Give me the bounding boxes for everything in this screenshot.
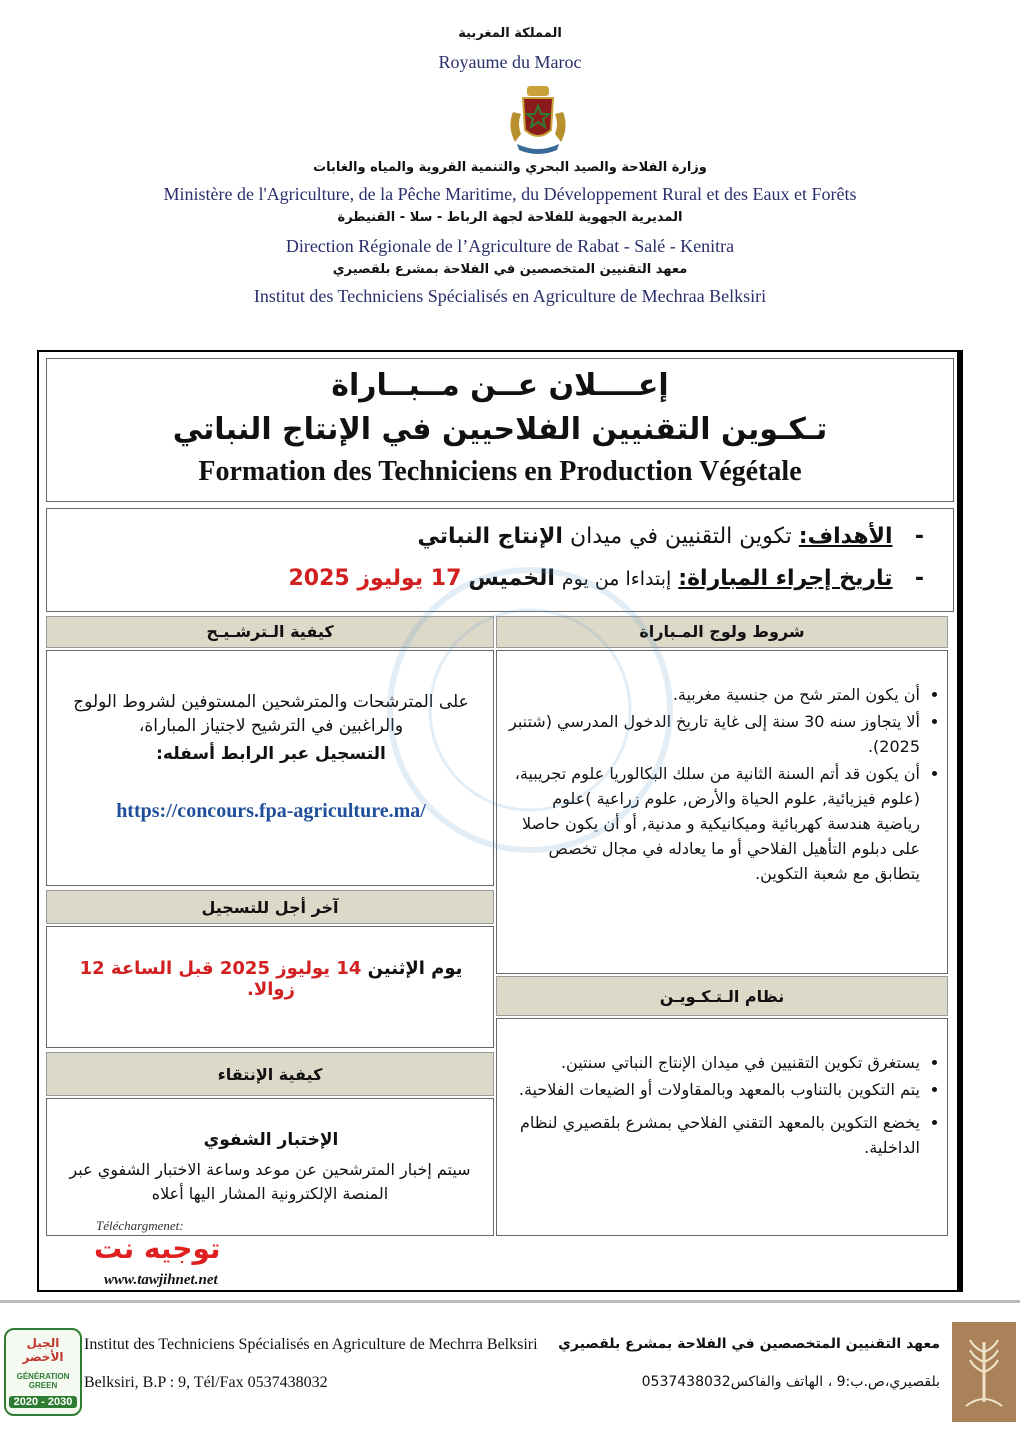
green-generation-logo (4, 1328, 82, 1416)
green-logo-years: 2020 - 2030 (9, 1396, 77, 1408)
institute-fr: Institut des Techniciens Spécialisés en Agriculture de Mechraa Belksiri (253, 286, 767, 306)
deadline-prefix: يوم الإثنين (367, 958, 463, 979)
training-item: • يتم التكوين بالتناوب بالمعهد وبالمقاولات أو الضيعات الفلاحية. (506, 1077, 920, 1102)
exam-date-text: إبتداءا من يوم (561, 568, 672, 590)
candidacy-link[interactable]: https://concours.fpa-agriculture.ma/ (116, 800, 426, 822)
watermark-label: Téléchargmenet: (96, 1218, 184, 1233)
exam-date-line: - تاريخ إجراء المباراة: إبتداءا من يوم الخميس 17 يوليوز 2025 (288, 566, 924, 591)
training-item: • يخضع التكوين بالمعهد التقني الفلاحي بمشرع بلقصيري لنظام الداخلية. (506, 1110, 920, 1160)
conditions-title: شروط ولوج المـباراة (496, 616, 948, 648)
exam-date-date: 17 يوليوز 2025 (288, 566, 462, 591)
objectives-text: تكوين التقنيين في ميدان (569, 524, 792, 549)
green-logo-ar: الجيل الأخضر (22, 1336, 64, 1364)
kingdom-fr: Royaume du Maroc (438, 52, 582, 72)
deadline-date: 14 يوليوز 2025 (219, 958, 362, 979)
footer-address-ar: بلقصيري،ص.ب:9 ، الهاتف والفاكس0537438032 (641, 1374, 940, 1390)
coat-of-arms-icon (505, 82, 571, 154)
candidacy-register: التسجيل عبر الرابط أسفله: (156, 744, 386, 764)
condition-item: • أن يكون المتر شح من جنسية مغربية. (506, 682, 920, 707)
direction-ar: المديرية الجهوية للفلاحة لجهة الرباط - سلا - القنيطرة (337, 210, 683, 225)
objectives-line: - الأهداف: تكوين التقنيين في ميدان الإنتاج النباتي (417, 524, 924, 549)
watermark-brand: توجيه نت (94, 1232, 221, 1265)
exam-date-label: تاريخ إجراء المباراة: (678, 566, 893, 591)
training-title: نظام الـتـكـويـن (496, 976, 948, 1016)
candidacy-text: على المترشحات والمترشحين المستوفين لشروط الولوج والراغبين في الترشيح لاجتياز المباراة، (73, 692, 469, 736)
training-list (506, 1050, 942, 1160)
title-line-1: إعــــلان عــن مــبــاراة (331, 368, 669, 403)
deadline-title: آخر أجل للتسجيل (46, 890, 494, 924)
deadline-time: قبل الساعة 12 زوالا. (79, 958, 295, 1000)
footer-institute-fr: Institut des Techniciens Spécialisés en Agriculture de Mechrra Belksiri (84, 1336, 538, 1353)
training-item: • يستغرق تكوين التقنيين في ميدان الإنتاج النباتي سنتين. (506, 1050, 920, 1075)
kingdom-ar: المملكة المغربية (458, 26, 562, 41)
exam-date-day: الخميس (468, 566, 555, 591)
condition-item: • أن يكون قد أتم السنة الثانية من سلك البكالوريا علوم تجريبية، (علوم فيزيائية, علوم الحياة والأرض, علوم زراعية )علوم رياضية هندسة كهربائية وميكانيكية و مدنية, أو أن يكون حاصلا على دبلوم التأهيل الفلاحي أو ما يعادله في مجال تخصص يتطابق مع شعبة التكوين. (506, 761, 920, 886)
training-list-wrap (506, 1050, 942, 1162)
direction-fr: Direction Régionale de l’Agriculture de Rabat - Salé - Kenitra (285, 236, 735, 256)
candidacy-title: كيفية الـترشـيـح (46, 616, 494, 648)
condition-item: • ألا يتجاوز سنه 30 سنة إلى غاية تاريخ الدخول المدرسي (شتنبر 2025). (506, 709, 920, 759)
objectives-label: الأهداف: (798, 524, 893, 549)
green-logo-fr: GÉNÉRATION GREEN (16, 1372, 70, 1390)
title-line-2: تـكـوين التقنيين الفلاحيين في الإنتاج النباتي (172, 412, 828, 447)
selection-subtitle: الإختبار الشفوي (203, 1130, 339, 1150)
institute-ar: معهد التقنيين المتخصصين في الفلاحة بمشرع بلقصيري (332, 262, 688, 277)
ministry-fr: Ministère de l'Agriculture, de la Pêche Maritime, du Développement Rural et des Eaux et Forêts (163, 184, 857, 204)
footer-divider (0, 1300, 1020, 1303)
ministry-ar: وزارة الفلاحة والصيد البحري والتنمية القروية والمياه والغابات (313, 160, 707, 175)
watermark-url[interactable]: www.tawjihnet.net (104, 1272, 218, 1288)
stamp-watermark-icon (380, 560, 680, 864)
footer-address-fr: Belksiri, B.P : 9, Tél/Fax 0537438032 (84, 1374, 328, 1391)
footer-institute-ar: معهد التقنيين المتخصصين في الفلاحة بمشرع بلقصيري (558, 1336, 940, 1352)
deadline-line (56, 958, 486, 1000)
selection-title: كيفية الإنتقاء (46, 1052, 494, 1096)
institute-logo-icon (952, 1322, 1016, 1422)
title-line-3: Formation des Techniciens en Production Végétale (198, 456, 802, 487)
objectives-text-bold: الإنتاج النباتي (417, 524, 563, 549)
selection-text: سيتم إخبار المترشحين عن موعد وساعة الاختبار الشفوي عبر المنصة الإلكترونية المشار اليها أعلاه (69, 1160, 471, 1203)
